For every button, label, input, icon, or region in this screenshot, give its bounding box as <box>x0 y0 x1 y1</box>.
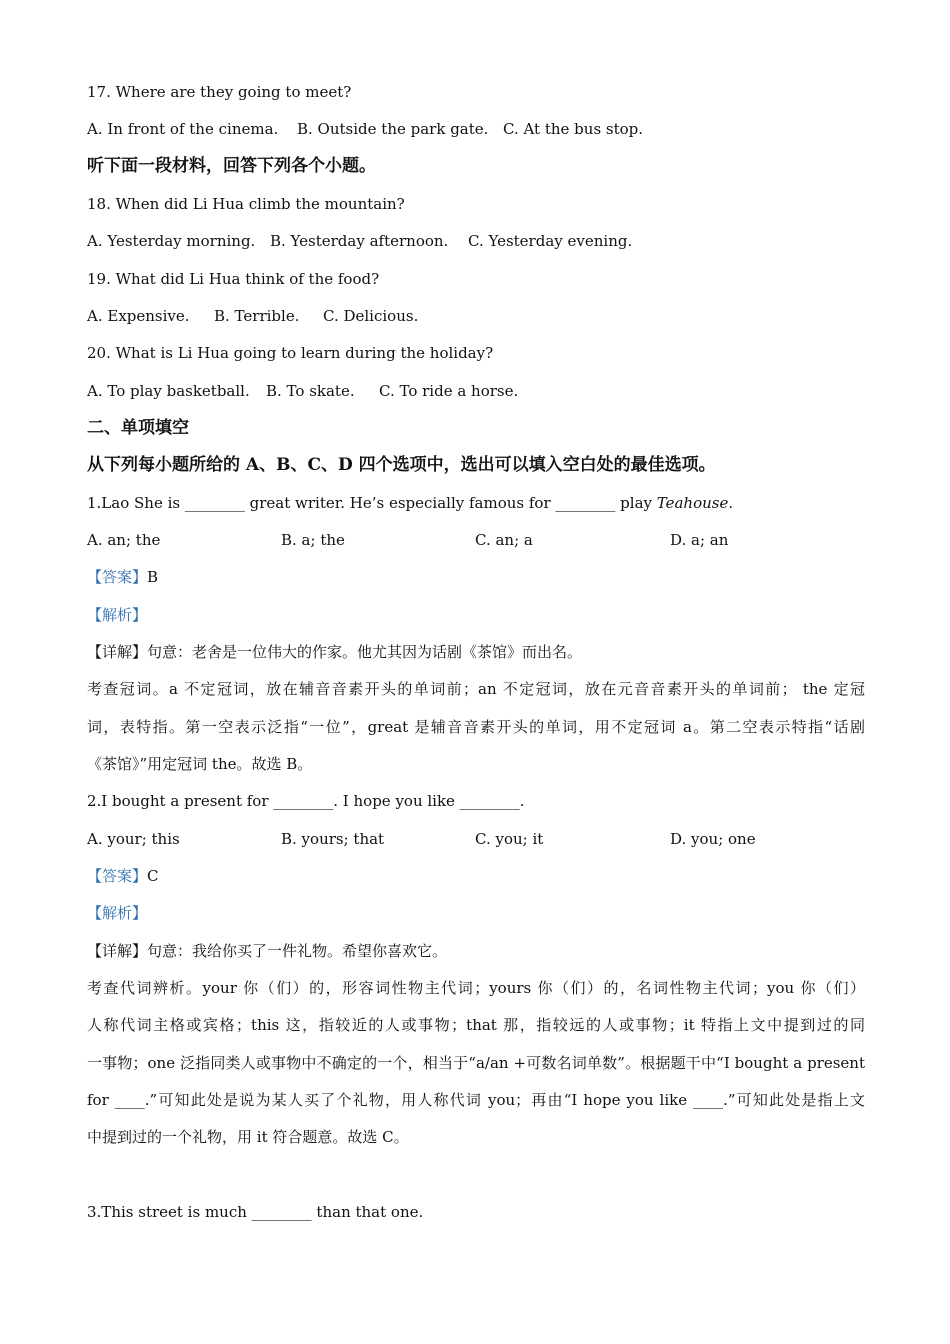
answer-value: B <box>147 568 159 586</box>
option-b: B. Yesterday afternoon. <box>270 232 449 250</box>
answer-tag: 【答案】 <box>87 867 148 885</box>
option-b: B. a; the <box>281 531 345 549</box>
option-c: C. you; it <box>475 830 544 848</box>
question-3: 3.This street is much ________ than that one. <box>87 1203 424 1221</box>
analysis-tag: 【解析】 <box>87 904 148 922</box>
answer-value: C <box>147 867 159 885</box>
question-1 <box>87 490 733 516</box>
explanation-line: 词，表特指。第一空表示泛指“一位”，great 是辅音音素开头的单词，用不定冠词 a。第二空表示特指“话剧 <box>87 718 865 736</box>
option-c: C. an; a <box>475 531 533 549</box>
option-d: D. a; an <box>670 531 729 549</box>
option-b: B. Outside the park gate. <box>297 120 489 138</box>
option-a: A. In front of the cinema. <box>87 120 279 138</box>
explanation-line: 中提到过的一个礼物，用 it 符合题意。故选 C。 <box>87 1128 409 1146</box>
detail-line <box>87 639 582 665</box>
section-heading: 二、单项填空 <box>87 418 189 438</box>
question-20: 20. What is Li Hua going to learn during the holiday? <box>87 344 494 362</box>
option-c: C. Yesterday evening. <box>468 232 633 250</box>
option-a: A. an; the <box>87 531 161 549</box>
option-a: A. Expensive. <box>87 307 190 325</box>
explanation-line: 考查代词辨析。your 你（们）的，形容词性物主代词；yours 你（们）的，名词性物主代词；you 你（们） <box>87 979 865 997</box>
detail-line <box>87 938 447 964</box>
explanation-line: 考查冠词。a 不定冠词，放在辅音音素开头的单词前；an 不定冠词，放在元音音素开头的单词前； the 定冠 <box>87 680 865 698</box>
question-1-stem-b: . <box>728 494 734 512</box>
answer-line <box>87 564 158 590</box>
option-a: A. Yesterday morning. <box>87 232 256 250</box>
question-1-stem-a: 1.Lao She is ________ great writer. He’s especially famous for ________ play <box>87 494 657 512</box>
question-2: 2.I bought a present for ________. I hope you like ________. <box>87 792 525 810</box>
analysis-tag: 【解析】 <box>87 606 148 624</box>
option-a: A. your; this <box>87 830 180 848</box>
answer-tag: 【答案】 <box>87 568 148 586</box>
option-c: C. To ride a horse. <box>379 382 519 400</box>
option-b: B. yours; that <box>281 830 385 848</box>
detail-tag: 【详解】 <box>87 643 148 661</box>
question-18: 18. When did Li Hua climb the mountain? <box>87 195 405 213</box>
option-b: B. To skate. <box>266 382 355 400</box>
question-19: 19. What did Li Hua think of the food? <box>87 270 380 288</box>
explanation-line: 人称代词主格或宾格；this 这，指较近的人或事物；that 那，指较远的人或事物；it 特指上文中提到过的同 <box>87 1016 865 1034</box>
option-b: B. Terrible. <box>214 307 300 325</box>
explanation-line: for ____.”可知此处是说为某人买了个礼物，用人称代词 you；再由“I hope you like ____.”可知此处是指上文 <box>87 1091 865 1109</box>
option-c: C. Delicious. <box>323 307 419 325</box>
option-a: A. To play basketball. <box>87 382 250 400</box>
listening-section-instruction: 听下面一段材料，回答下列各个小题。 <box>87 156 376 176</box>
detail-text: 句意：我给你买了一件礼物。希望你喜欢它。 <box>147 942 448 960</box>
section-instruction: 从下列每小题所给的 A、B、C、D 四个选项中，选出可以填入空白处的最佳选项。 <box>87 455 716 475</box>
explanation-line: 《茶馆》”用定冠词 the。故选 B。 <box>87 755 313 773</box>
option-d: D. you; one <box>670 830 756 848</box>
explanation-line: 一事物；one 泛指同类人或事物中不确定的一个，相当于“a/an +可数名词单数”。根据题干中“I bought a present <box>87 1054 865 1072</box>
question-17: 17. Where are they going to meet? <box>87 83 352 101</box>
detail-text: 句意：老舍是一位伟大的作家。他尤其因为话剧《茶馆》而出名。 <box>147 643 583 661</box>
option-c: C. At the bus stop. <box>503 120 644 138</box>
detail-tag: 【详解】 <box>87 942 148 960</box>
answer-line <box>87 863 159 889</box>
question-1-title: Teahouse <box>656 494 729 512</box>
